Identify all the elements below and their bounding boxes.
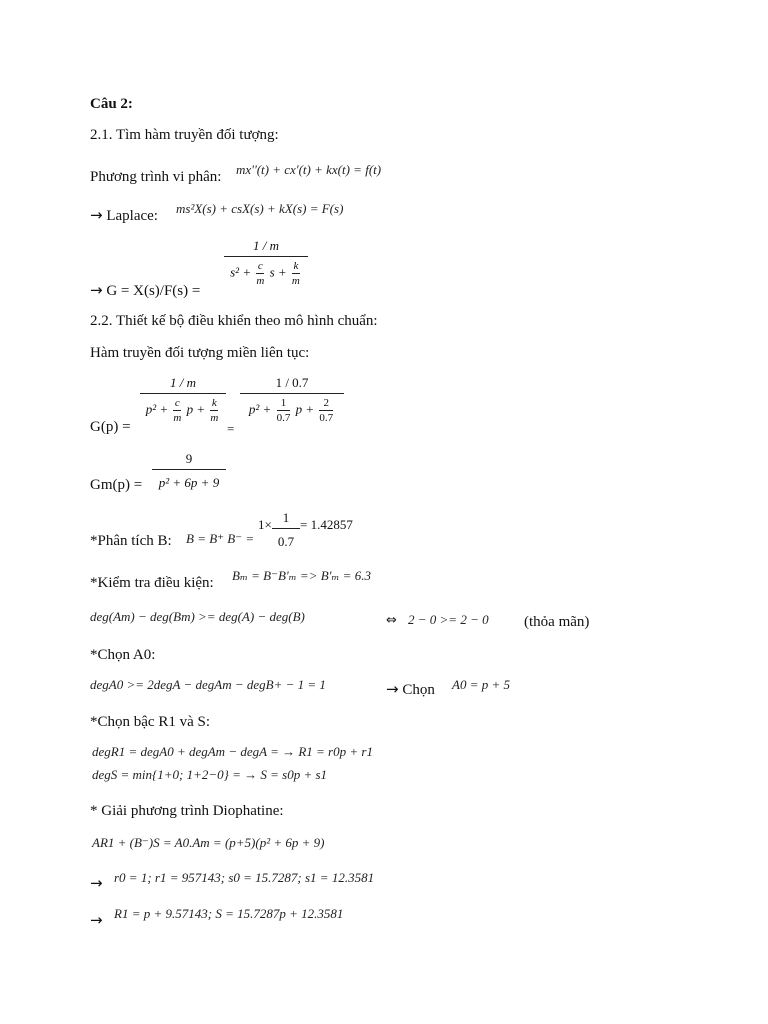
arrow-icon: → [90,206,103,224]
section-2-2-sub: Hàm truyền đối tượng miền liên tục: [90,345,310,361]
deg-rhs: 2 − 0 >= 2 − 0 [408,612,489,627]
deg-lhs: deg(Am) − deg(Bm) >= deg(A) − deg(B) [90,609,305,624]
result-coefficients: r0 = 1; r1 = 957143; s0 = 15.7287; s1 = 12.3581 [114,870,375,885]
kt-equation: Bₘ = B⁻B'ₘ => B'ₘ = 6.3 [232,568,371,583]
arrow-icon: → [90,281,103,299]
b-product-prefix: 1× [258,517,272,532]
s-equation: degS = min{1+0; 1+2−0} = → S = s0p + s1 [92,767,328,782]
gp-fraction-1: 1 / m $p^2 + \frac{c}{m}$ $p + \frac{k}{m}$ [140,375,226,424]
g-denominator: $s^2 + \frac{c}{m}$ $s + \frac{k}{m}$ [230,260,300,287]
laplace-line [90,206,158,225]
kt-label: *Kiểm tra điều kiện: [90,575,214,591]
r1-label: *Chọn bậc R1 và S: [90,714,210,730]
arrow-icon: → [386,680,399,698]
b-result: = 1.42857 [300,517,353,532]
a0-label: *Chọn A0: [90,647,156,663]
result-polynomials: R1 = p + 9.57143; S = 15.7287p + 12.3581 [114,906,344,921]
b-fraction: 1 0.7 [272,510,300,552]
g-fraction [224,238,308,287]
gm-label: Gm(p) = [90,477,143,493]
gp-fraction-2: 1 / 0.7 $p^2 + \frac{1}{0.7}$ $p + \frac{2}{0.7}$ [240,375,344,424]
r1-equation: degR1 = degA0 + degAm − degA = → R1 = r0p + r1 [92,744,373,759]
fraction-bar [224,256,308,257]
g-label: G = X(s)/F(s) = [106,283,201,299]
a0-result: A0 = p + 5 [452,677,510,692]
section-2-2-heading: 2.2. Thiết kế bộ điều khiển theo mô hình chuẩn: [90,313,378,329]
arrow-icon: → [90,874,103,892]
res2-line [90,911,103,930]
iff-symbol: ⇔ [386,613,397,628]
g-line [90,281,200,300]
section-2-1-heading: 2.1. Tìm hàm truyền đối tượng: [90,127,279,143]
pt-label: Phương trình vi phân: [90,169,222,185]
gp-label: G(p) = [90,419,131,435]
res1-line [90,874,103,893]
gp-equals: = [227,421,235,436]
laplace-label: Laplace: [106,208,158,224]
differential-equation: mx''(t) + cx'(t) + kx(t) = f(t) [236,162,382,177]
laplace-equation: ms²X(s) + csX(s) + kX(s) = F(s) [176,201,344,216]
a0-equation: degA0 >= 2degA − degAm − degB+ − 1 = 1 [90,677,326,692]
question-title: Câu 2: [90,96,133,112]
gm-fraction: 9 p² + 6p + 9 [152,451,226,493]
g-numerator: 1 / m [253,238,279,253]
deg-note: (thỏa mãn) [524,614,590,630]
arrow-icon: → [90,911,103,929]
a0-choose-line: → Chọn [386,680,435,698]
b-label: *Phân tích B: [90,533,172,549]
diophantine-equation: AR1 + (B⁻)S = A0.Am = (p+5)(p² + 6p + 9) [92,835,325,850]
dio-label: * Giải phương trình Diophatine: [90,803,284,819]
b-equation: B = B⁺ B⁻ = [186,531,255,546]
